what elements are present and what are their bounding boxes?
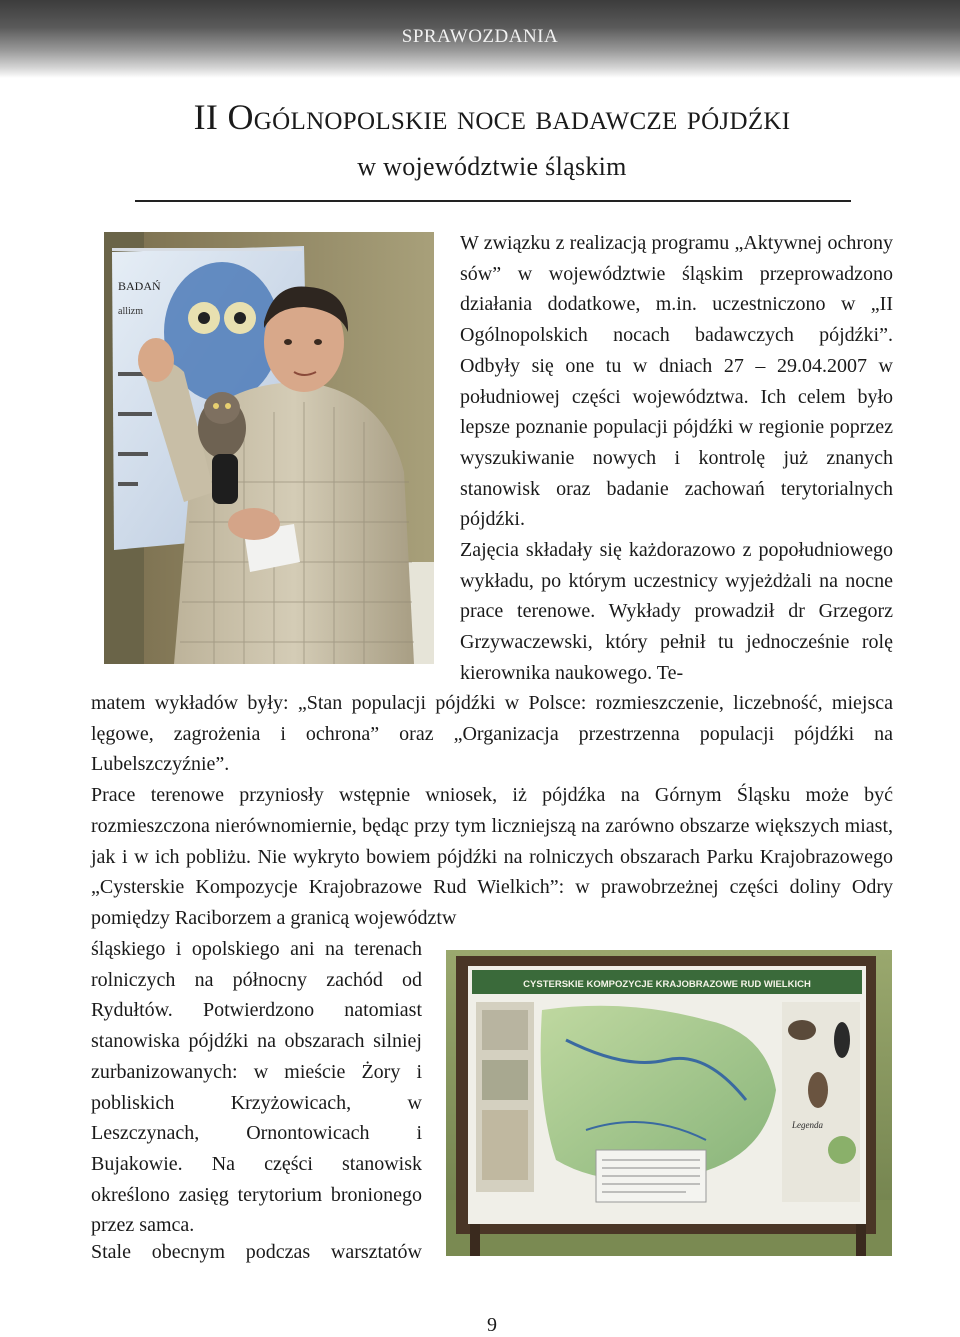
main-paragraph — [91, 688, 893, 934]
continuation-paragraph: Stale obecnym podczas warsztatów — [91, 1241, 422, 1263]
lecture-topics-text: matem wykładów były: „Stan populacji pójdźki w Polsce: rozmieszczenie, liczebność, miejsca lęgowe, zagrożenia i ochrona” oraz „Organizacja przestrzenna populacji pójdźki na Lubelszczyźnie”. — [91, 692, 893, 776]
article-title-line-1: II Ogólnopolskie noce badawcze pójdźki — [193, 97, 791, 137]
page-number: 9 — [487, 1314, 497, 1336]
slide-subtitle-text: allizm — [118, 306, 143, 317]
intro-paragraph — [460, 228, 893, 689]
board-title-text: CYSTERSKIE KOMPOZYCJE KRAJOBRAZOWE RUD WIELKICH — [523, 979, 811, 990]
lecturer-with-owl-photo — [104, 232, 434, 664]
slide-title-text: BADAŃ — [118, 279, 161, 293]
board-legend-text: Legenda — [792, 1120, 823, 1130]
intro-text-1: W związku z realizacją programu „Aktywnej ochrony sów” w województwie śląskim przeprowadzono działania dodatkowe, m.in. uczestniczono w „II Ogólnopolskich nocach badawczych pójdźki”. Odbyły się one tu w dniach 27 – 29.04.2007 w południowej części województwa. Ich celem było lepsze poznanie populacji pójdźki w regionie poprzez wyszukiwanie nowych i kontrolę już znanych stanowisk oraz badanie zachowań terytorialnych pójdźki. — [460, 232, 893, 531]
intro-text-2: Zajęcia składały się każdorazowo z popołudniowego wykładu, po którym uczestnicy wyjeżdżali na nocne prace terenowe. Wykłady prowadził dr Grzegorz Grzywaczewski, który pełnił tu jednocześnie rolę kierownika naukowego. Te- — [460, 539, 893, 684]
results-paragraph: śląskiego i opolskiego ani na terenach rolniczych na północny zachód od Rydułtów. Potwierdzono natomiast stanowiska pójdźki na obszarach silniej zurbanizowanych: w mieście Żory i pobliskich Krzyżowicach, w Leszczynach, Ornontowicach i Bujakowie. Na części stanowisk określono zasięg terytorium bronionego przez samca. — [91, 938, 422, 1237]
information-board-photo — [446, 950, 892, 1256]
article-title-line-2: w województwie śląskim — [357, 152, 627, 181]
fieldwork-text: Prace terenowe przyniosły wstępnie wniosek, iż pójdźka na Górnym Śląsku może być rozmieszczona nierównomiernie, będąc przy tym liczniejszą na zarówno obszarze większych miast, jak i w ich pobliżu. Nie wykryto bowiem pójdźki na rolniczych obszarach Parku Krajobrazowego „Cysterskie Kompozycje Krajobrazowe Rud Wielkich”: w prawobrzeżnej części doliny Odry pomiędzy Raciborzem a granicą województw — [91, 784, 893, 929]
title-divider — [135, 200, 851, 202]
section-label: SPRAWOZDANIA — [401, 26, 559, 47]
